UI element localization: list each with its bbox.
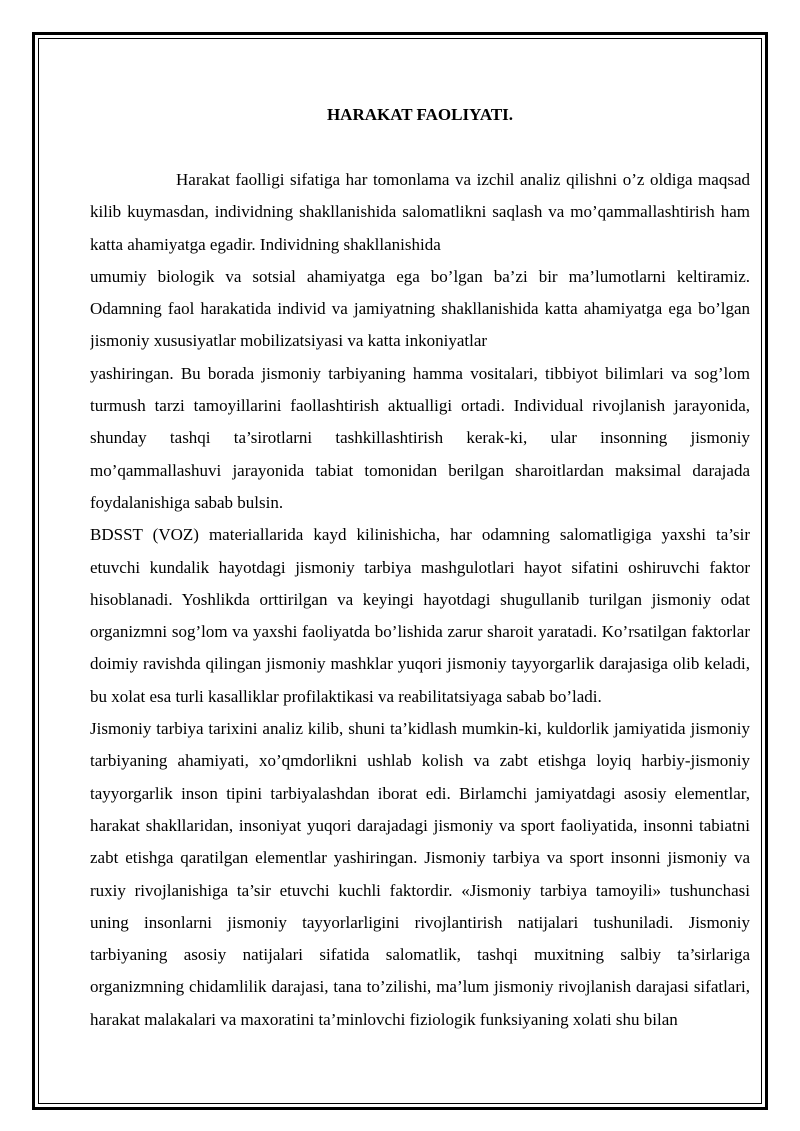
paragraph-2-text: umumiy biologik va sotsial ahamiyatga ega bo’lgan ba’zi bir ma’lumotlarni keltiramiz. Odamning faol harakatida individ va jamiyatning shakllanishida katta ahamiyatga ega bo’lgan jismoniy xususiyatlar mobilizatsiyasi va katta inkoniyatlar	[90, 266, 750, 351]
paragraph-1-text: Harakat faolligi sifatiga har tomonlama va izchil analiz qilishni o’z oldiga maqsad kilib kuymasdan, individning shakllanishida salomatlikni saqlash va mo’qammallashtirish ham katta ahamiyatga egadir. Individning shakllanishida	[90, 170, 750, 254]
page-title: HARAKAT FAOLIYATI.	[326, 105, 514, 124]
paragraph-4	[90, 519, 750, 713]
paragraph-5	[90, 713, 750, 1036]
paragraph-3-text: yashiringan. Bu borada jismoniy tarbiyaning hamma vositalari, tibbiyot bilimlari va sog’lom turmush tarzi tamoyillarini faollashtirish aktualligi ortadi. Individual rivojlanish jarayonida, shunday tashqi ta’sirotlarni tashkillashtirish kerak-ki, ular insonning jismoniy mo’qammallashuvi jarayonida tabiat tomonidan berilgan sharoitlardan maksimal darajada foydalanishiga sabab bulsin.	[90, 363, 750, 512]
document-body	[90, 164, 750, 1100]
paragraph-4-text: BDSST (VOZ) materiallarida kayd kilinishicha, har odamning salomatligiga yaxshi ta’sir etuvchi kundalik hayotdagi jismoniy tarbiya mashgulotlari hayot sifatini oshiruvchi faktor hisoblanadi. Yoshlikda orttirilgan va keyingi hayotdagi shugullanib turilgan jismoniy odat organizmni sog’lom va yaxshi faoliyatda bo’lishida zarur sharoit yaratadi. Ko’rsatilgan faktorlar doimiy ravishda qilingan jismoniy mashklar yuqori jismoniy tayyorgarlik darajasiga olib keladi, bu xolat esa turli kasalliklar profilaktikasi va reabilitatsiyaga sabab bo’ladi.	[90, 525, 750, 706]
paragraph-5-text: Jismoniy tarbiya tarixini analiz kilib, shuni ta’kidlash mumkin-ki, kuldorlik jamiyatida jismoniy tarbiyaning ahamiyati, xo’qmdorlikni ushlab kolish va zabt etishga loyiq harbiy-jismoniy tayyorgarlik inson tipini tarbiyalashdan iborat edi. Birlamchi jamiyatdagi asosiy elementlar, harakat shakllaridan, insoniyat yuqori darajadagi jismoniy va sport faoliyatida, insonni tabiatni zabt etishga qaratilgan elementlar yashiringan. Jismoniy tarbiya va sport insonni jismoniy va ruxiy rivojlanishiga ta’sir etuvchi kuchli faktordir. «Jismoniy tarbiya tamoyili» tushunchasi uning insonlarni jismoniy tayyorlarligini rivojlantirish natijalari tushuniladi. Jismoniy tarbiyaning asosiy natijalari sifatida salomatlik, tashqi muxitning salbiy ta’sirlariga organizmning chidamlilik darajasi, tana to’zilishi, ma’lum jismoniy rivojlanish darajasi sifatlari, harakat malakalari va maxoratini ta’minlovchi fiziologik funksiyaning xolati shu bilan	[90, 719, 750, 1029]
paragraph-1	[90, 164, 750, 261]
paragraph-3	[90, 358, 750, 519]
paragraph-2	[90, 261, 750, 358]
